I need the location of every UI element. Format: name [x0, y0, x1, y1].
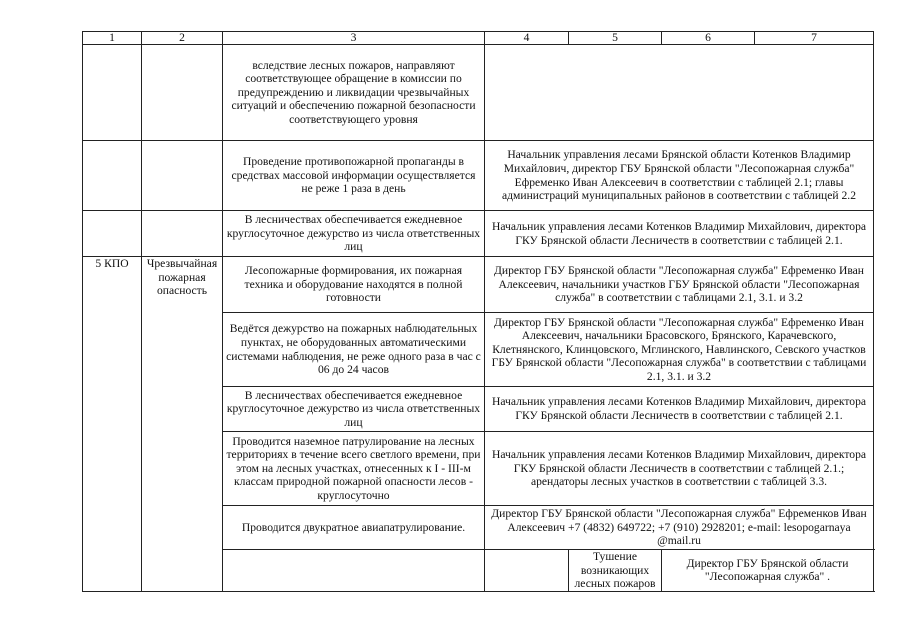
measure-cell: Проводится наземное патрулирование на лесных территориях в течение всего светлого времени, при этом на лесных участках, отнесенных к I - III-м классам природной пожарной опасности лесов - круглосуточно [223, 432, 485, 506]
responsible-cell [485, 45, 874, 141]
row-number-cell [83, 45, 142, 141]
table-row [83, 257, 874, 313]
header-row [83, 32, 874, 45]
responsible-cell: Начальник управления лесами Котенков Владимир Михайлович, директора ГКУ Брянской области Лесничеств в соответствии с таблицей 2.1. [485, 387, 874, 432]
row-number-cell [83, 211, 142, 257]
responsible-cell: Начальник управления лесами Котенков Владимир Михайлович, директора ГКУ Брянской области Лесничеств в соответствии с таблицей 2.1.; арендаторы лесных участков в соответствии с таблицей 3.3. [485, 432, 874, 506]
danger-class-cell: Чрезвычайная пожарная опасность [142, 257, 223, 592]
danger-class-cell [142, 45, 223, 141]
col-header-3: 3 [223, 32, 485, 45]
responsible-cell: Начальник управления лесами Котенков Владимир Михайлович, директора ГКУ Брянской области Лесничеств в соответствии с таблицей 2.1. [485, 211, 874, 257]
col-header-2: 2 [142, 32, 223, 45]
measure-cell: Проведение противопожарной пропаганды в средствах массовой информации осуществляется не реже 1 раза в день [223, 141, 485, 211]
measure-cell: В лесничествах обеспечивается ежедневное круглосуточное дежурство из числа ответственных лиц [223, 211, 485, 257]
col-header-7: 7 [755, 32, 874, 45]
responsible-cell: Директор ГБУ Брянской области "Лесопожарная служба" Ефременков Иван Алексеевич +7 (4832) 649722; +7 (910) 2928201; e-mail: lesopogarnaya @mail.ru [485, 506, 874, 550]
table-row [83, 211, 874, 257]
danger-class-cell [485, 550, 569, 592]
row-number-cell [223, 550, 485, 592]
col-header-5: 5 [569, 32, 662, 45]
col-header-6: 6 [662, 32, 755, 45]
measure-cell: Лесопожарные формирования, их пожарная техника и оборудование находятся в полной готовности [223, 257, 485, 313]
responsible-cell: Директор ГБУ Брянской области "Лесопожарная служба" Ефременко Иван Алексеевич, начальники участков ГБУ Брянской области "Лесопожарная служба" в соответствии с таблицами 2.1, 3.1. и 3.2 [485, 257, 874, 313]
measure-cell: В лесничествах обеспечивается ежедневное круглосуточное дежурство из числа ответственных лиц [223, 387, 485, 432]
measure-cell: Проводится двукратное авиапатрулирование. [223, 506, 485, 550]
table-row [83, 141, 874, 211]
responsible-cell: Директор ГБУ Брянской области "Лесопожарная служба" Ефременко Иван Алексеевич, начальники Брасовского, Брянского, Карачевского, Клетнянского, Клинцовского, Мглинского, Навлинского, Севского участков ГБУ Брянской области "Лесопожарная служба" в соответствии с таблицами 2.1, 3.1. и 3.2 [485, 313, 874, 387]
row-number-cell: 5 КПО [83, 257, 142, 592]
col-header-4: 4 [485, 32, 569, 45]
measure-cell: вследствие лесных пожаров, направляют соответствующее обращение в комиссии по предупреждению и ликвидации чрезвычайных ситуаций и обеспечению пожарной безопасности соответствующего уровня [223, 45, 485, 141]
danger-class-cell [142, 141, 223, 211]
table-row [83, 45, 874, 141]
responsible-cell: Директор ГБУ Брянской области "Лесопожарная служба" . [662, 550, 874, 592]
measure-cell: Ведётся дежурство на пожарных наблюдательных пунктах, не оборудованных автоматическими системами наблюдения, не реже одного раза в час с 06 до 24 часов [223, 313, 485, 387]
row-number-cell [83, 141, 142, 211]
measure-cell: Тушение возникающих лесных пожаров [569, 550, 662, 592]
col-header-1: 1 [83, 32, 142, 45]
document-table [82, 31, 874, 592]
danger-class-cell [142, 211, 223, 257]
responsible-cell: Начальник управления лесами Брянской области Котенков Владимир Михайлович, директор ГБУ Брянской области "Лесопожарная служба" Ефременко Иван Алексеевич в соответствии с таблицей 2.1; главы администраций муниципальных районов в соответствии с таблицей 2.2 [485, 141, 874, 211]
